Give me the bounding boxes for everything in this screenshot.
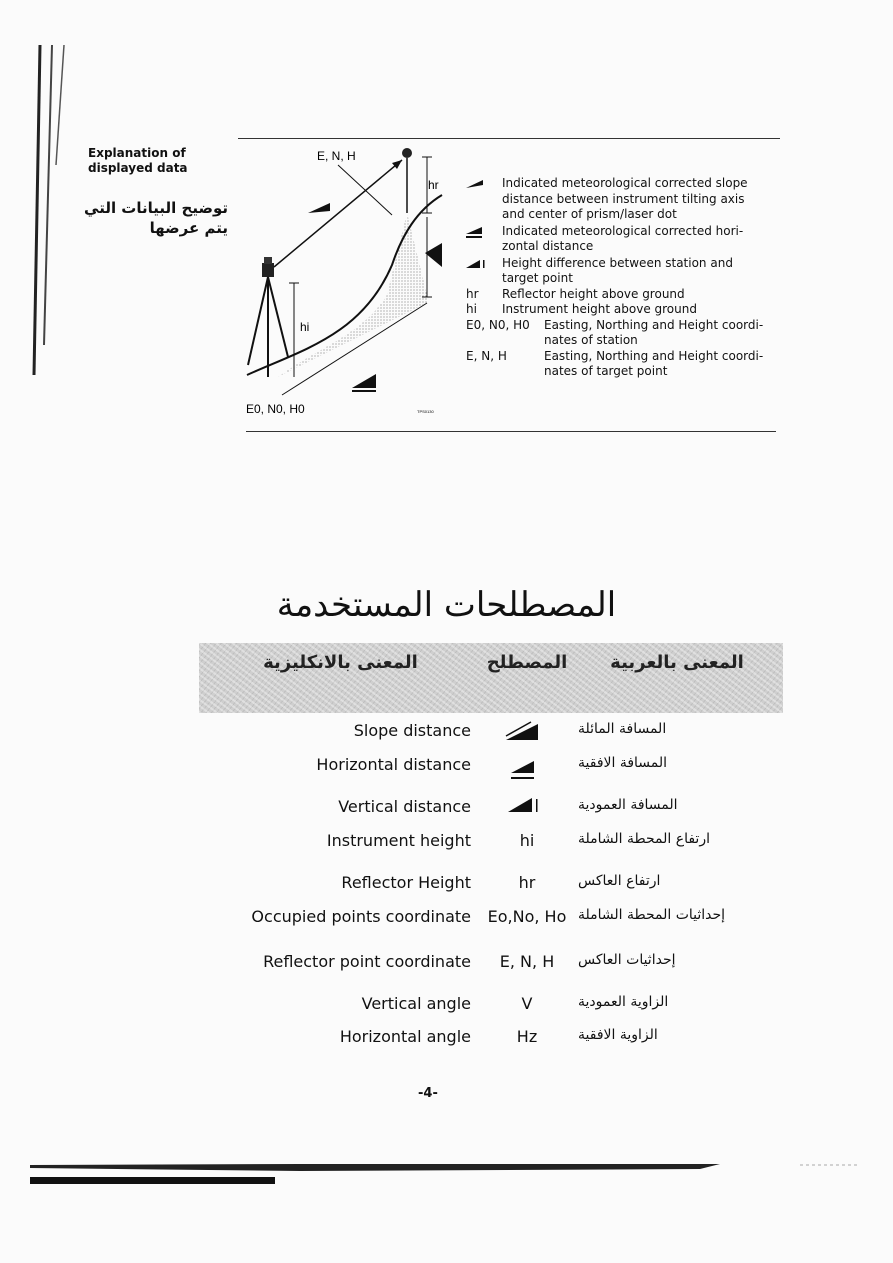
row-arabic: إحداثيات المحطة الشاملة xyxy=(578,907,726,923)
row-english: Horizontal distance xyxy=(316,755,471,774)
legend-hr-symbol: hr xyxy=(466,286,479,301)
target-label: E, N, H xyxy=(317,149,356,163)
row-arabic: الزاوية الافقية xyxy=(578,1027,658,1043)
section-title-arabic: توضيح البيانات التي يتم عرضها xyxy=(84,199,228,237)
vertical-distance-icon xyxy=(466,256,502,287)
hr-label: hr xyxy=(428,178,439,192)
row-term: hi xyxy=(519,831,535,850)
top-rule xyxy=(238,138,780,139)
scan-bottom-bars xyxy=(0,1155,893,1195)
legend-station-symbol: E0, N0, H0 xyxy=(466,317,530,332)
row-english: Slope distance xyxy=(353,721,471,740)
slope-distance-icon xyxy=(505,720,541,742)
terms-title: المصطلحات المستخدمة xyxy=(276,585,617,625)
header-arabic: المعنى بالعربية xyxy=(610,652,744,673)
survey-diagram xyxy=(242,145,464,430)
figure-code: TPS0130 xyxy=(417,409,434,414)
row-english: Horizontal angle xyxy=(339,1027,471,1046)
row-english: Reflector point coordinate xyxy=(263,952,471,971)
row-arabic: المسافة الافقية xyxy=(578,755,668,771)
hi-label: hi xyxy=(300,320,310,334)
legend-hi-symbol: hi xyxy=(466,302,477,316)
row-arabic: ارتفاع العاكس xyxy=(578,873,661,889)
row-english: Occupied points coordinate xyxy=(251,907,471,926)
row-term: hr xyxy=(518,873,536,892)
page-number: -4- xyxy=(418,1086,438,1101)
header-english: المعنى بالانكليزية xyxy=(263,652,418,673)
legend-target-symbol: E, N, H xyxy=(466,348,507,363)
row-arabic: ارتفاع المحطة الشاملة xyxy=(578,831,710,847)
horizontal-distance-icon xyxy=(510,757,538,781)
row-arabic: إحداثيات العاكس xyxy=(578,952,676,968)
row-term: Eo,No, Ho xyxy=(487,907,567,926)
row-english: Instrument height xyxy=(326,831,471,850)
row-english: Vertical angle xyxy=(361,994,471,1013)
row-arabic: الزاوية العمودية xyxy=(578,994,669,1010)
row-arabic: المسافة المائلة xyxy=(578,721,667,737)
row-term: E, N, H xyxy=(499,952,555,971)
station-label: E0, N0, H0 xyxy=(246,402,305,416)
section-title: Explanation of displayed data xyxy=(88,146,188,175)
row-term: Hz xyxy=(516,1027,538,1046)
horizontal-distance-icon xyxy=(466,224,502,255)
slope-distance-icon xyxy=(466,176,502,223)
prism-target-icon xyxy=(402,148,412,213)
row-term: V xyxy=(521,994,533,1013)
bottom-rule xyxy=(246,431,776,432)
row-arabic: المسافة العمودية xyxy=(578,797,678,813)
diagram-legend: Indicated meteorological corrected slope distance between instrument tilting axis and center of prism/laser dot Indicated meteorological corrected hori- zontal distance Height difference between station and target point hr Reflector height above ground hi Instrument height above ground E0, N0, H0 Easting, Northing and Height coordi- nates of station E, N, H Easting, Northing and Height coordi- nates of target point xyxy=(466,176,764,378)
scan-edge-marks xyxy=(30,45,70,375)
header-term: المصطلح xyxy=(486,652,568,673)
row-english: Vertical distance xyxy=(338,797,471,816)
row-english: Reflector Height xyxy=(341,873,471,892)
vertical-distance-icon xyxy=(507,796,541,814)
